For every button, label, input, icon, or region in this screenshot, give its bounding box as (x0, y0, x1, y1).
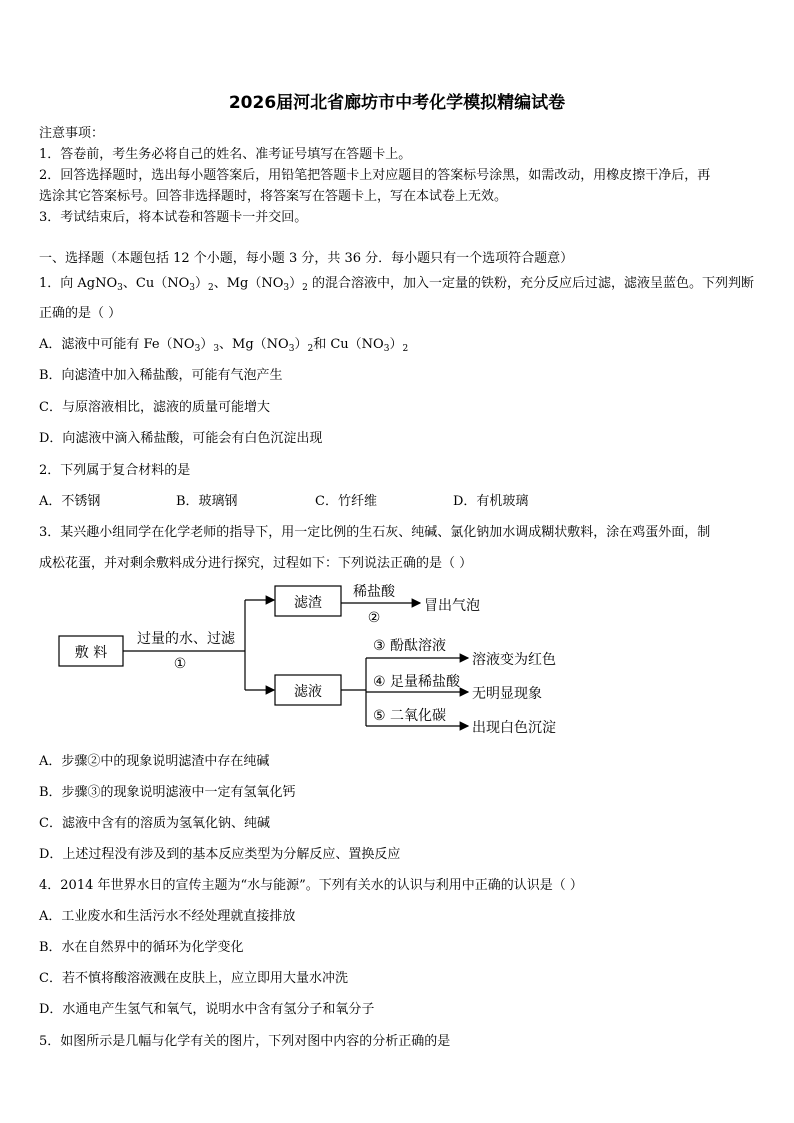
q3-option-c: C．滤液中含有的溶质为氢氧化钠、纯碱 (39, 816, 270, 831)
q1-option-d: D．向滤液中滴入稀盐酸，可能会有白色沉淀出现 (39, 431, 323, 446)
q5-stem: 5．如图所示是几幅与化学有关的图片，下列对图中内容的分析正确的是 (39, 1034, 451, 1049)
filtrate-step4-result: 无明显现象 (472, 686, 542, 702)
q3-option-d: D．上述过程没有涉及到的基本反应类型为分解反应、置换反应 (39, 847, 401, 862)
q3-option-b: B．步骤③的现象说明滤液中一定有氢氧化钙 (39, 785, 296, 800)
q1-stem-line2: 正确的是（ ） (39, 306, 122, 321)
residue-label: 滤渣 (294, 595, 322, 611)
q4-stem: 4．2014 年世界水日的宣传主题为“水与能源”。下列有关水的认识与利用中正确的认识是（ ） (39, 878, 583, 893)
start-label: 敷 料 (74, 645, 108, 661)
filtrate-step3: ③ 酚酞溶液 (373, 638, 447, 654)
filtrate-label: 滤液 (294, 684, 322, 700)
notice-item-1: 1．答卷前，考生务必将自己的姓名、准考证号填写在答题卡上。 (39, 147, 412, 162)
q3-option-a: A．步骤②中的现象说明滤渣中存在纯碱 (39, 754, 270, 769)
notice-item-3: 3．考试结束后，将本试卷和答题卡一并交回。 (39, 210, 308, 225)
step1-number: ① (173, 656, 187, 672)
residue-step-number: ② (367, 610, 381, 626)
notice-item-2: 2．回答选择题时，选出每小题答案后，用铅笔把答题卡上对应题目的答案标号涂黑，如需改动，用橡皮擦干净后，再 (39, 168, 711, 183)
notice-heading: 注意事项： (39, 126, 105, 141)
q3-stem-line2: 成松花蛋，并对剩余敷料成分进行探究，过程如下：下列说法正确的是（ ） (39, 556, 473, 571)
q2-stem: 2．下列属于复合材料的是 (39, 463, 191, 478)
notice-item-2-cont: 选涂其它答案标号。回答非选择题时，将答案写在答题卡上，写在本试卷上无效。 (39, 189, 508, 204)
section-heading: 一、选择题（本题包括 12 个小题，每小题 3 分，共 36 分．每小题只有一个选项符合题意） (39, 251, 574, 266)
q2-option-d: D．有机玻璃 (453, 494, 529, 509)
filtrate-step5-result: 出现白色沉淀 (472, 720, 556, 736)
q4-option-b: B．水在自然界中的循环为化学变化 (39, 940, 244, 955)
q1-option-c: C．与原溶液相比，滤液的质量可能增大 (39, 400, 270, 415)
page-title: 2026届河北省廊坊市中考化学模拟精编试卷 (228, 93, 566, 113)
q4-option-c: C．若不慎将酸溶液溅在皮肤上，应立即用大量水冲洗 (39, 971, 348, 986)
q1-option-a: A．滤液中可能有 $Fe(NO_3)_3$、$Mg(NO_3)_2$和 $Cu(NO_3)_2$ (39, 337, 409, 354)
filtrate-step3-result: 溶液变为红色 (472, 652, 556, 668)
filtrate-step4: ④ 足量稀盐酸 (373, 674, 461, 690)
q4-option-d: D．水通电产生氢气和氧气，说明水中含有氢分子和氧分子 (39, 1002, 375, 1017)
residue-reagent: 稀盐酸 (353, 584, 395, 600)
q4-option-a: A．工业废水和生活污水不经处理就直接排放 (39, 909, 296, 924)
q2-option-a: A．不锈钢 (39, 494, 101, 509)
q2-option-c: C．竹纤维 (315, 494, 377, 509)
q3-stem-line1: 3．某兴趣小组同学在化学老师的指导下，用一定比例的生石灰、纯碱、氯化钠加水调成糊状敷料，涂在鸡蛋外面，制 (39, 525, 711, 540)
q1-stem-line1: 1．向 AgNO$_3$、$Cu(NO_3)_2$、$Mg(NO_3)_2$ 的混合溶液中，加入一定量的铁粉，充分反应后过滤，滤液呈蓝色。下列判断 (39, 276, 755, 293)
q3-flow-diagram (0, 578, 794, 748)
q2-option-b: B．玻璃钢 (176, 494, 238, 509)
step1-label: 过量的水、过滤 (137, 631, 235, 647)
q1-option-b: B．向滤渣中加入稀盐酸，可能有气泡产生 (39, 368, 283, 383)
residue-result: 冒出气泡 (424, 598, 480, 614)
filtrate-step5: ⑤ 二氧化碳 (373, 708, 447, 724)
